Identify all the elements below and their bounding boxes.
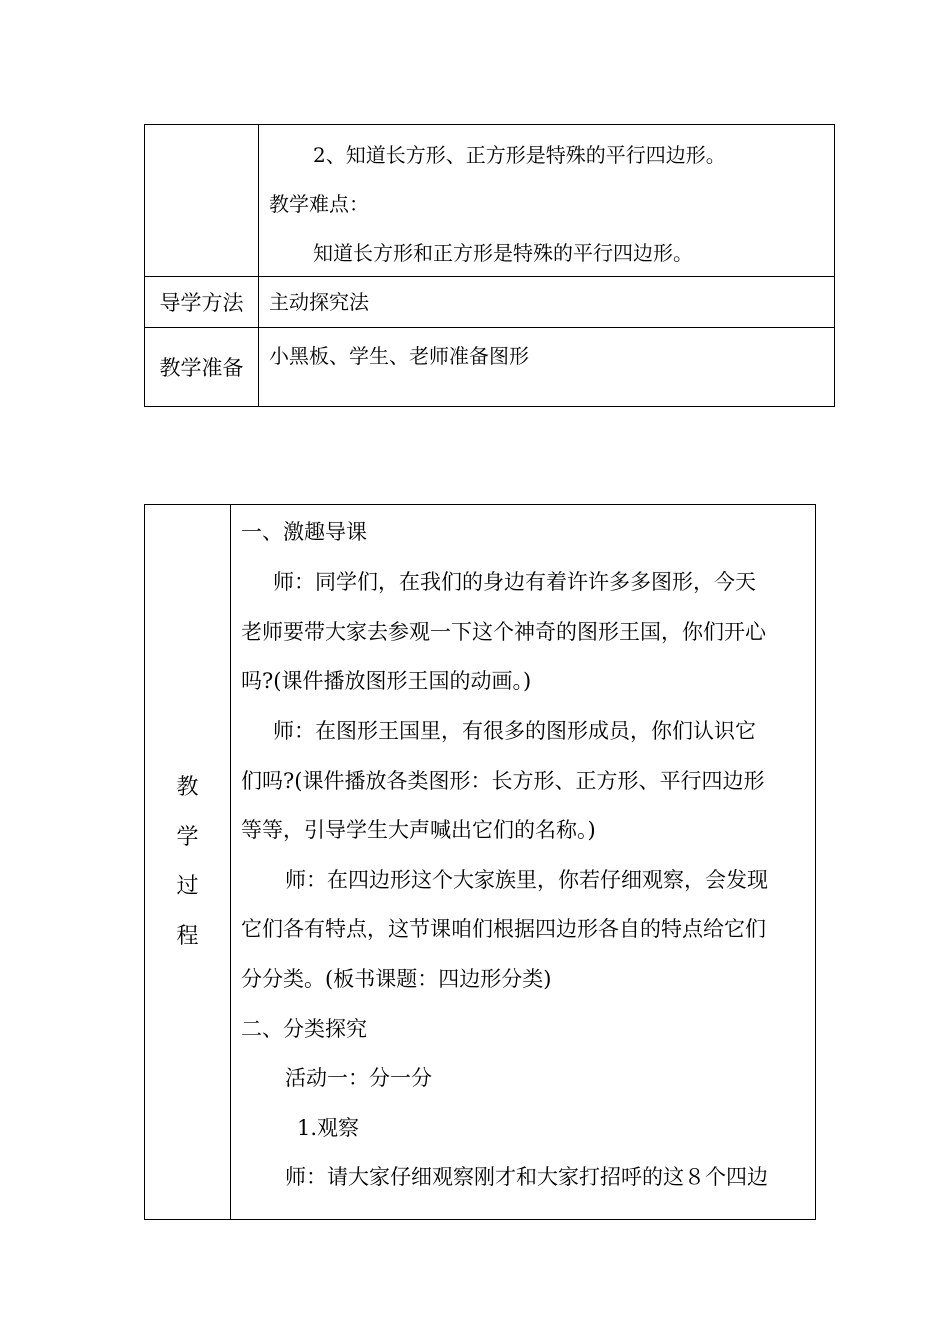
table-row bbox=[145, 277, 835, 328]
text-line: 们吗?(课件播放各类图形：长方形、正方形、平行四边形 bbox=[241, 769, 765, 793]
text-line: 师：同学们，在我们的身边有着许许多多图形，今天 bbox=[273, 570, 756, 594]
text-line: 吗?(课件播放图形王国的动画。) bbox=[241, 669, 532, 693]
section-heading: 一、激趣导课 bbox=[241, 520, 367, 544]
text-line: 1.观察 bbox=[297, 1116, 360, 1140]
row-label-method: 导学方法 bbox=[145, 277, 259, 328]
process-content bbox=[231, 505, 816, 1220]
info-table bbox=[144, 124, 835, 407]
label-char: 教 bbox=[176, 775, 199, 800]
label-char: 程 bbox=[176, 923, 199, 949]
process-table bbox=[144, 504, 816, 1220]
text-line: 知道长方形和正方形是特殊的平行四边形。 bbox=[313, 241, 693, 265]
table-row bbox=[145, 125, 835, 277]
row-label-prep: 教学准备 bbox=[145, 328, 259, 407]
text-line: 师：在图形王国里，有很多的图形成员，你们认识它 bbox=[273, 719, 756, 743]
table-row bbox=[145, 328, 835, 407]
row-content bbox=[259, 277, 835, 328]
text-line: 老师要带大家去参观一下这个神奇的图形王国，你们开心 bbox=[241, 620, 766, 644]
text-line: 师：在四边形这个大家族里，你若仔细观察，会发现 bbox=[285, 868, 768, 892]
label-char: 过 bbox=[176, 874, 199, 899]
row-content bbox=[259, 125, 835, 277]
text-line: 活动一：分一分 bbox=[285, 1066, 432, 1090]
text-line: 小黑板、学生、老师准备图形 bbox=[269, 344, 529, 368]
table-row bbox=[145, 505, 816, 1220]
label-char: 学 bbox=[176, 824, 199, 850]
process-label bbox=[145, 505, 231, 1220]
text-line: 师：请大家仔细观察刚才和大家打招呼的这８个四边 bbox=[285, 1165, 768, 1189]
text-line: 教学难点： bbox=[269, 192, 369, 216]
section-heading: 二、分类探究 bbox=[241, 1017, 367, 1041]
text-line: 主动探究法 bbox=[269, 290, 369, 314]
text-line: 分分类。(板书课题：四边形分类) bbox=[241, 967, 552, 991]
text-line: 它们各有特点，这节课咱们根据四边形各自的特点给它们 bbox=[241, 917, 766, 941]
text-line: 等等，引导学生大声喊出它们的名称。) bbox=[241, 818, 596, 842]
row-content bbox=[259, 328, 835, 407]
row-label bbox=[145, 125, 259, 277]
text-line: 2、知道长方形、正方形是特殊的平行四边形。 bbox=[313, 143, 726, 167]
